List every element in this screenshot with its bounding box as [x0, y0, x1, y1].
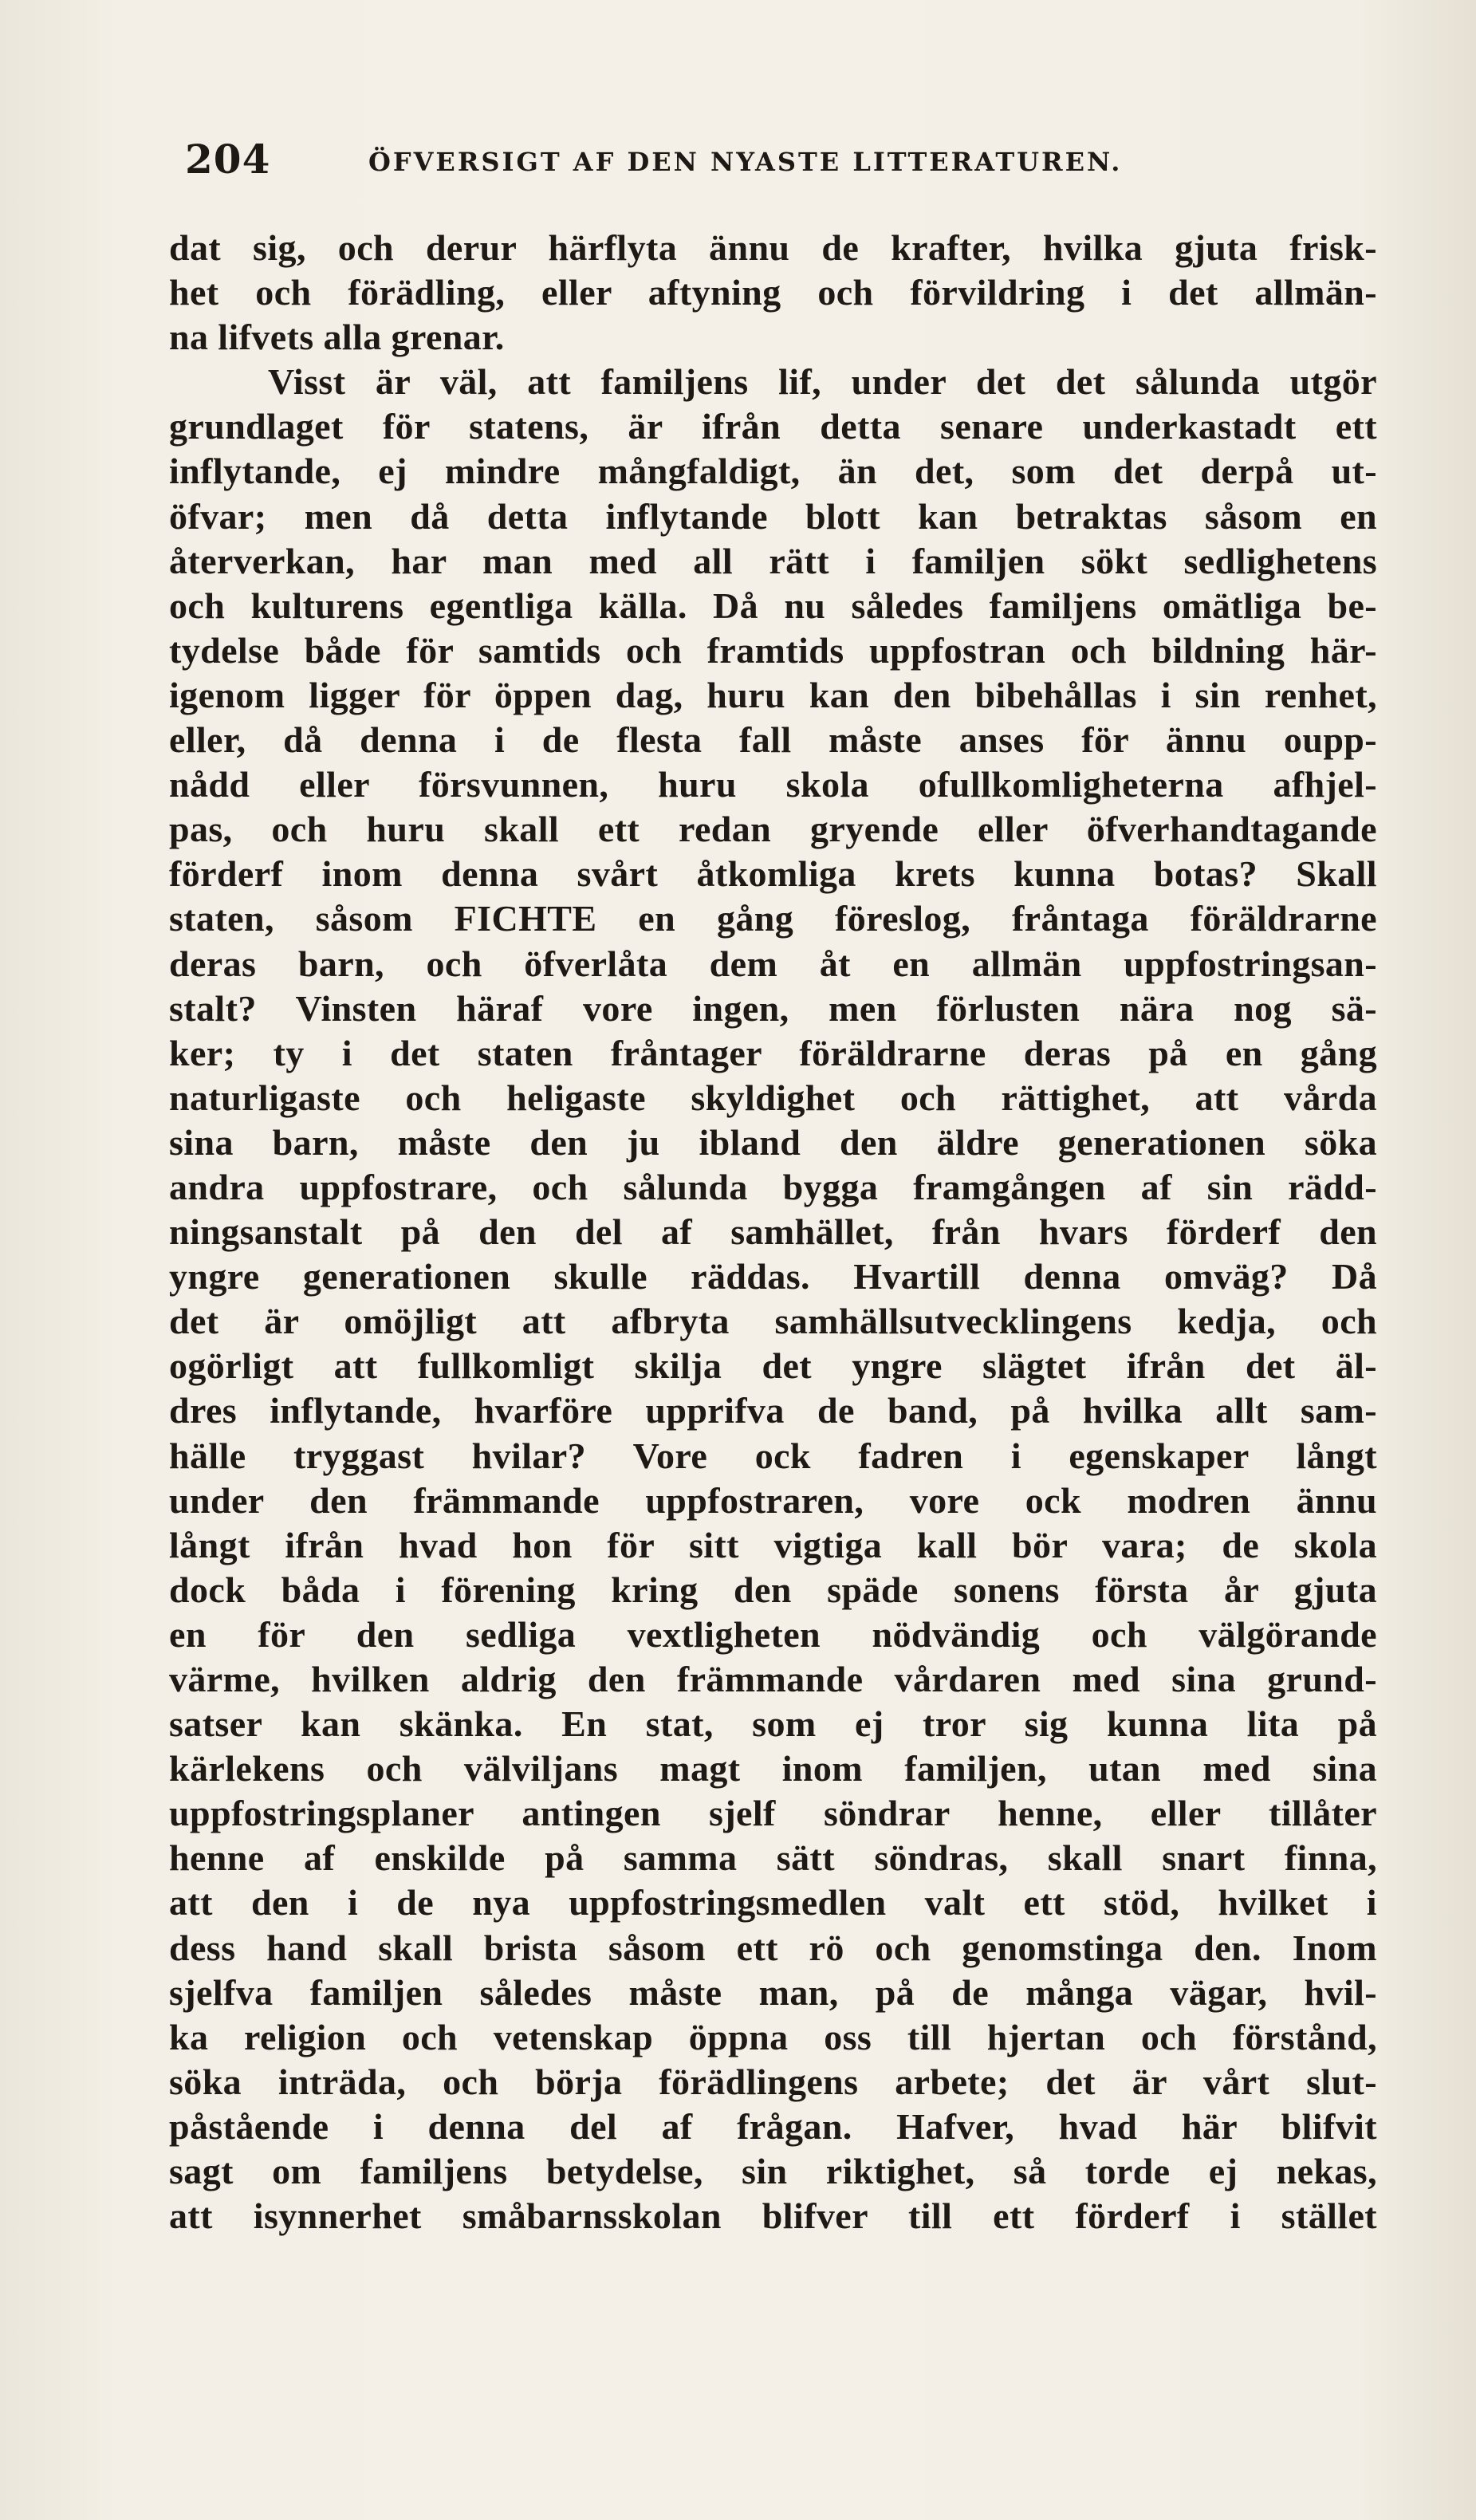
text-line: dock båda i förening kring den späde sonens första år gjuta — [169, 1569, 1377, 1610]
text-line: andra uppfostrare, och sålunda bygga framgången af sin rädd- — [169, 1166, 1377, 1207]
text-line: hälle tryggast hvilar? Vore ock fadren i egenskaper långt — [169, 1435, 1377, 1476]
body-text — [169, 226, 1377, 2238]
text-line: dres inflytande, hvarföre upprifva de band, på hvilka allt sam- — [169, 1390, 1377, 1431]
text-line: pas, och huru skall ett redan gryende eller öfverhandtagande — [169, 809, 1377, 850]
text-line: na lifvets alla grenar. — [169, 317, 505, 358]
text-line: det är omöjligt att afbryta samhällsutvecklingens kedja, och — [169, 1301, 1377, 1342]
text-line: påstående i denna del af frågan. Hafver, hvad här blifvit — [169, 2105, 1377, 2147]
text-line: ka religion och vetenskap öppna oss till hjertan och förstånd, — [169, 2016, 1377, 2057]
text-line: återverkan, har man med all rätt i familjen sökt sedlighetens — [169, 540, 1377, 581]
text-line: under den främmande uppfostraren, vore ock modren ännu — [169, 1479, 1377, 1521]
text-line: och kulturens egentliga källa. Då nu således familjens omätliga be- — [169, 585, 1377, 626]
text-line: en för den sedliga vextligheten nödvändig och välgörande — [169, 1613, 1377, 1655]
text-line: ker; ty i det staten fråntager föräldrarne deras på en gång — [169, 1032, 1377, 1073]
text-line: igenom ligger för öppen dag, huru kan den bibehållas i sin renhet, — [169, 674, 1377, 715]
text-line: sagt om familjens betydelse, sin riktighet, så torde ej nekas, — [169, 2151, 1377, 2192]
text-line: inflytande, ej mindre mångfaldigt, än det, som det derpå ut- — [169, 451, 1377, 492]
text-line: öfvar; men då detta inflytande blott kan betraktas såsom en — [169, 495, 1377, 537]
page-number: 204 — [185, 136, 271, 183]
text-line: att isynnerhet småbarnsskolan blifver till ett förderf i stället — [169, 2195, 1377, 2237]
text-line: långt ifrån hvad hon för sitt vigtiga kall bör vara; de skola — [169, 1524, 1377, 1565]
text-line: ogörligt att fullkomligt skilja det yngre slägtet ifrån det äl- — [169, 1345, 1377, 1387]
text-line: henne af enskilde på samma sätt söndras, skall snart finna, — [169, 1837, 1377, 1879]
text-line: tydelse både för samtids och framtids uppfostran och bildning här- — [169, 629, 1377, 671]
text-line: sina barn, måste den ju ibland den äldre generationen söka — [169, 1121, 1377, 1163]
text-line: eller, då denna i de flesta fall måste anses för ännu oupp- — [169, 719, 1377, 761]
text-line: het och förädling, eller aftyning och förvildring i det allmän- — [169, 272, 1377, 313]
running-head: ÖFVERSIGT AF DEN NYASTE LITTERATUREN. — [368, 147, 1123, 177]
text-line: dat sig, och derur härflyta ännu de krafter, hvilka gjuta frisk- — [169, 227, 1377, 268]
text-line: uppfostringsplaner antingen sjelf söndrar henne, eller tillåter — [169, 1793, 1377, 1834]
text-line: ningsanstalt på den del af samhället, från hvars förderf den — [169, 1211, 1377, 1253]
text-line: att den i de nya uppfostringsmedlen valt ett stöd, hvilket i — [169, 1882, 1377, 1923]
text-line: kärlekens och välviljans magt inom familjen, utan med sina — [169, 1748, 1377, 1790]
text-line: nådd eller försvunnen, huru skola ofullkomligheterna afhjel- — [169, 764, 1377, 805]
text-line: dess hand skall brista såsom ett rö och genomstinga den. Inom — [169, 1927, 1377, 1968]
text-line: staten, såsom FICHTE en gång föreslog, fråntaga föräldrarne — [169, 898, 1377, 939]
text-line: grundlaget för statens, är ifrån detta senare underkastadt ett — [169, 406, 1377, 447]
text-line: naturligaste och heligaste skyldighet och rättighet, att vårda — [169, 1077, 1377, 1118]
text-line: sjelfva familjen således måste man, på de många vägar, hvil- — [169, 1971, 1377, 2013]
text-line: Visst är väl, att familjens lif, under det det sålunda utgör — [268, 361, 1377, 403]
text-line: förderf inom denna svårt åtkomliga krets kunna botas? Skall — [169, 853, 1377, 895]
page-header — [185, 136, 1293, 191]
text-line: satser kan skänka. En stat, som ej tror sig kunna lita på — [169, 1703, 1377, 1745]
text-line: yngre generationen skulle räddas. Hvartill denna omväg? Då — [169, 1256, 1377, 1297]
text-line: stalt? Vinsten häraf vore ingen, men förlusten nära nog sä- — [169, 987, 1377, 1029]
text-line: söka inträda, och börja förädlingens arbete; det är vårt slut- — [169, 2061, 1377, 2102]
text-line: värme, hvilken aldrig den främmande vårdaren med sina grund- — [169, 1659, 1377, 1699]
text-line: deras barn, och öfverlåta dem åt en allmän uppfostringsan- — [169, 943, 1377, 984]
